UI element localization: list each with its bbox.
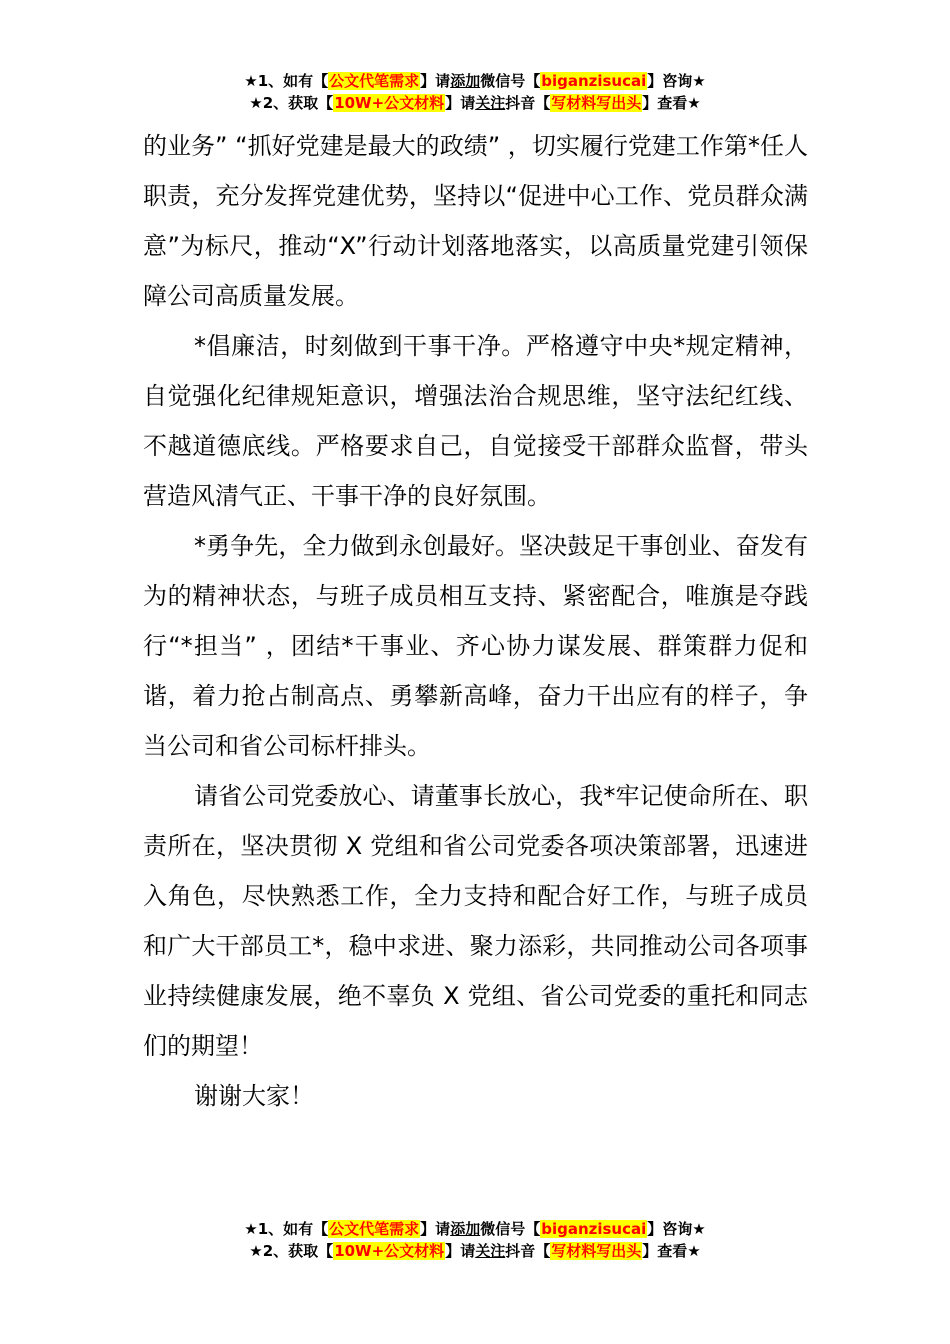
- banner-line-2: ★2、获取【10W+公文材料】请关注抖音【写材料写出头】查看★: [249, 1242, 701, 1260]
- highlight-wechat-id: biganzisucai: [541, 72, 647, 90]
- highlight-douyin-account: 写材料写出头: [551, 1242, 642, 1260]
- header-banner: [0, 70, 950, 114]
- paragraph-thanks: 谢谢大家！: [194, 1082, 314, 1110]
- highlight-materials: 10W+公文材料: [334, 1242, 445, 1260]
- highlight-materials: 10W+公文材料: [334, 94, 445, 112]
- highlight-douyin-account: 写材料写出头: [551, 94, 642, 112]
- paragraph-integrity: *倡廉洁，时刻做到干事干净。严格遵守中央*规定精神，自觉强化纪律规矩意识，增强法治合规思维，坚守法纪红线、不越道德底线。严格要求自己，自觉接受干部群众监督，带头营造风清气正、干事干净的良好氛围。: [143, 332, 808, 510]
- banner-line-1: ★1、如有【公文代笔需求】请添加微信号【biganzisucai】咨询★: [244, 72, 706, 90]
- highlight-wechat-id: biganzisucai: [541, 1220, 647, 1238]
- highlight-service: 公文代笔需求: [329, 72, 420, 90]
- highlight-service: 公文代笔需求: [329, 1220, 420, 1238]
- banner-line-2: ★2、获取【10W+公文材料】请关注抖音【写材料写出头】查看★: [249, 94, 701, 112]
- paragraph-continuation: 的业务” “抓好党建是最大的政绩” ，切实履行党建工作第*任人职责，充分发挥党建优势，坚持以“促进中心工作、党员群众满意”为标尺，推动“X”行动计划落地落实，以高质量党建引领保障公司高质量发展。: [143, 132, 808, 310]
- paragraph-commitment: 请省公司党委放心、请董事长放心，我*牢记使命所在、职责所在，坚决贯彻 X 党组和省公司党委各项决策部署，迅速进入角色，尽快熟悉工作，全力支持和配合好工作，与班子成员和广大干部员工*，稳中求进、聚力添彩，共同推动公司各项事业持续健康发展，绝不辜负 X 党组、省公司党委的重托和同志们的期望！: [143, 782, 808, 1060]
- banner-line-1: ★1、如有【公文代笔需求】请添加微信号【biganzisucai】咨询★: [244, 1220, 706, 1238]
- footer-banner: [0, 1218, 950, 1262]
- paragraph-excellence: *勇争先，全力做到永创最好。坚决鼓足干事创业、奋发有为的精神状态，与班子成员相互支持、紧密配合，唯旗是夺践行“*担当” ，团结*干事业、齐心协力谋发展、群策群力促和谐，着力抢占制高点、勇攀新高峰，奋力干出应有的样子，争当公司和省公司标杆排头。: [143, 532, 808, 760]
- document-body: [143, 121, 808, 1121]
